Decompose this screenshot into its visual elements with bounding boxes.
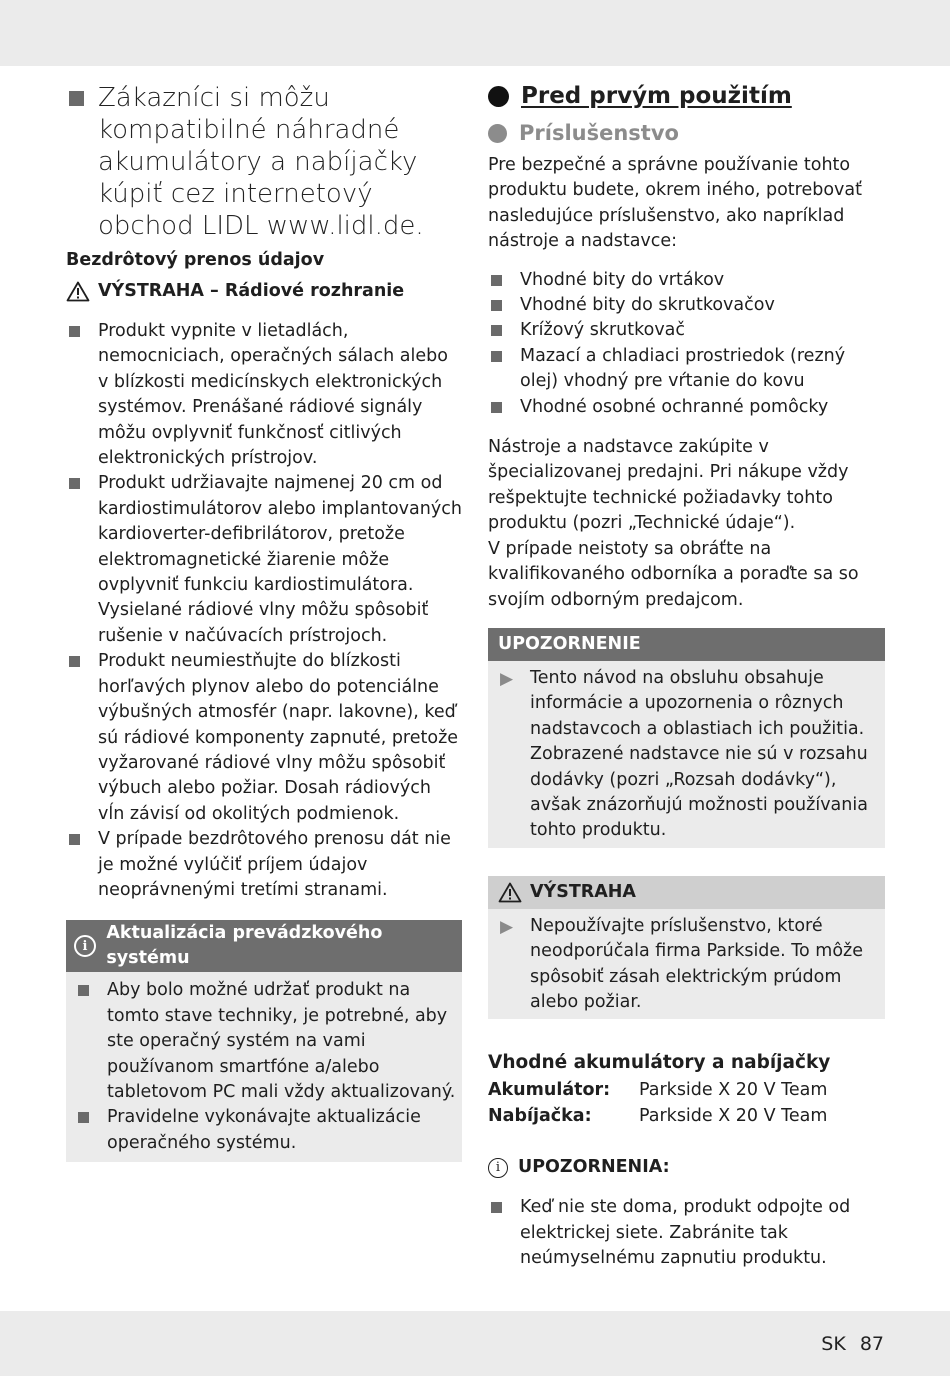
square-bullet-icon (491, 275, 502, 286)
info-icon: i (74, 935, 96, 957)
list-item: Keď nie ste doma, produkt odpojte od elektrickej siete. Zabránite tak neúmyselnému zapnutiu produktu. (488, 1195, 885, 1271)
info-icon: i (488, 1158, 508, 1178)
bottom-band (0, 1311, 950, 1376)
notices-title: UPOZORNENIA: (518, 1157, 670, 1178)
page-number: 87 (859, 1333, 884, 1355)
right-column (488, 82, 885, 1272)
list-item: Mazací a chladiaci prostriedok (rezný olej) vhodný pre vŕtanie do kovu (488, 344, 885, 395)
list-item: V prípade bezdrôtového prenosu dát nie je možné vylúčiť príjem údajov neoprávnenými tretími stranami. (66, 827, 462, 903)
square-bullet-icon (69, 326, 80, 337)
os-update-list (66, 978, 462, 1156)
top-band (0, 0, 950, 66)
accessories-intro: Pre bezpečné a správne používanie tohto produktu budete, okrem iného, potrebovať nasledujúce príslušenstvo, ako napríklad nástroje a nadstavce: (488, 155, 862, 252)
list-item: Vhodné bity do vrtákov (488, 268, 885, 293)
square-bullet-icon (78, 1112, 89, 1123)
list-item: Produkt udržiavajte najmenej 20 cm od kardiostimulátorov alebo implantovaných kardioverter-defibrilátorov, pretože elektromagnetické žiarenie môže ovplyvniť funkciu kardiostimulátora. Vysielané rádiové vlny môžu spôsobiť rušenie v načúvacích prístrojoch. (66, 471, 462, 649)
black-dot-icon (488, 86, 509, 107)
square-bullet-icon (69, 91, 84, 106)
list-item: Vhodné bity do skrutkovačov (488, 293, 885, 318)
square-bullet-icon (491, 300, 502, 311)
arrow-right-icon: ▶ (500, 916, 514, 937)
warning-triangle-icon (498, 882, 522, 903)
square-bullet-icon (491, 1202, 502, 1213)
batteries-title: Vhodné akumulátory a nabíjačky (488, 1052, 831, 1074)
wireless-list (66, 319, 462, 903)
gray-dot-icon (488, 124, 507, 143)
list-item: Krížový skrutkovač (488, 318, 885, 343)
list-item: ▶ Tento návod na obsluhu obsahuje informácie a upozornenia o rôznych nadstavcoch a oblastiach ich použitia. Zobrazené nadstavce nie sú v rozsahu dodávky (pozri „Rozsah dodávky“), avšak znázorňujú možnosti používania tohto produktu. (500, 667, 868, 841)
wireless-warning-heading (66, 279, 462, 304)
charger-row (488, 1103, 885, 1129)
list-item: Produkt vypnite v lietadlách, nemocniciach, operačných sálach alebo v blízkosti medicínskych elektronických systémov. Prenášané rádiové signály môžu ovplyvniť funkčnosť citlivých elektronických prístrojov. (66, 319, 462, 471)
wireless-warning-title: VÝSTRAHA – Rádiové rozhranie (98, 281, 405, 301)
intro-text: Zákazníci si môžu kompatibilné náhradné akumulátory a nabíjačky kúpiť cez internetový obchod LIDL www.lidl.de. (98, 83, 424, 241)
os-update-header (66, 920, 462, 972)
list-item: ▶ Nepoužívajte príslušenstvo, ktoré neodporúčala firma Parkside. To môže spôsobiť zásah elektrickým prúdom alebo požiar. (500, 915, 864, 1012)
square-bullet-icon (491, 402, 502, 413)
charger-label: Nabíjačka: (488, 1106, 592, 1127)
list-item: Pravidelne vykonávajte aktualizácie operačného systému. (75, 1105, 462, 1156)
accessories-title: Príslušenstvo (519, 121, 679, 145)
os-update-box (66, 920, 462, 1162)
warning-box (488, 876, 885, 1020)
wireless-heading: Bezdrôtový prenos údajov (66, 250, 325, 270)
square-bullet-icon (69, 834, 80, 845)
notices-heading (488, 1155, 885, 1180)
page-footer (821, 1333, 884, 1355)
warning-box-list (488, 914, 885, 1016)
square-bullet-icon (69, 656, 80, 667)
arrow-right-icon: ▶ (500, 668, 514, 689)
purchase-note: Nástroje a nadstavce zakúpite v špecializovanej predajni. Pri nákupe vždy rešpektujte technické požiadavky tohto produktu (pozri „Technické údaje“). (488, 437, 849, 534)
list-item: Vhodné osobné ochranné pomôcky (488, 395, 885, 420)
warning-box-title: VÝSTRAHA (530, 881, 636, 902)
notices-list (488, 1195, 885, 1271)
warning-triangle-icon (66, 281, 90, 302)
language-code: SK (821, 1333, 846, 1355)
charger-value: Parkside X 20 V Team (639, 1106, 828, 1127)
square-bullet-icon (69, 478, 80, 489)
square-bullet-icon (491, 351, 502, 362)
notice-box-title: UPOZORNENIE (498, 633, 641, 654)
intro-bullet (66, 82, 462, 242)
notice-box (488, 628, 885, 848)
before-use-title: Pred prvým použitím (521, 83, 792, 109)
square-bullet-icon (78, 985, 89, 996)
os-update-title: Aktualizácia prevádzkového systému (106, 923, 383, 969)
battery-value: Parkside X 20 V Team (639, 1080, 828, 1101)
advice-note: V prípade neistoty sa obráťte na kvalifikovaného odborníka a poraďte sa so svojím odborným predajcom. (488, 538, 859, 610)
left-column (66, 82, 462, 1162)
accessories-list (488, 268, 885, 420)
notice-box-header (488, 628, 885, 661)
list-item: Produkt neumiestňujte do blízkosti horľavých plynov alebo do potenciálne výbušných atmosfér (napr. lakovne), keď sú rádiové komponenty zapnuté, pretože vyžarované rádiové vlny môžu spôsobiť výbuch alebo požiar. Dosah rádiových vĺn závisí od okolitých podmienok. (66, 649, 462, 827)
notice-box-list (488, 666, 885, 844)
battery-label: Akumulátor: (488, 1080, 611, 1101)
accessories-heading (488, 120, 885, 146)
warning-box-header (488, 876, 885, 909)
before-use-heading (488, 82, 885, 110)
square-bullet-icon (491, 325, 502, 336)
list-item: Aby bolo možné udržať produkt na tomto stave techniky, je potrebné, aby ste operačný systém na vami používanom smartfóne a/alebo tabletovom PC mali vždy aktualizovaný. (75, 978, 462, 1105)
battery-row (488, 1077, 885, 1103)
